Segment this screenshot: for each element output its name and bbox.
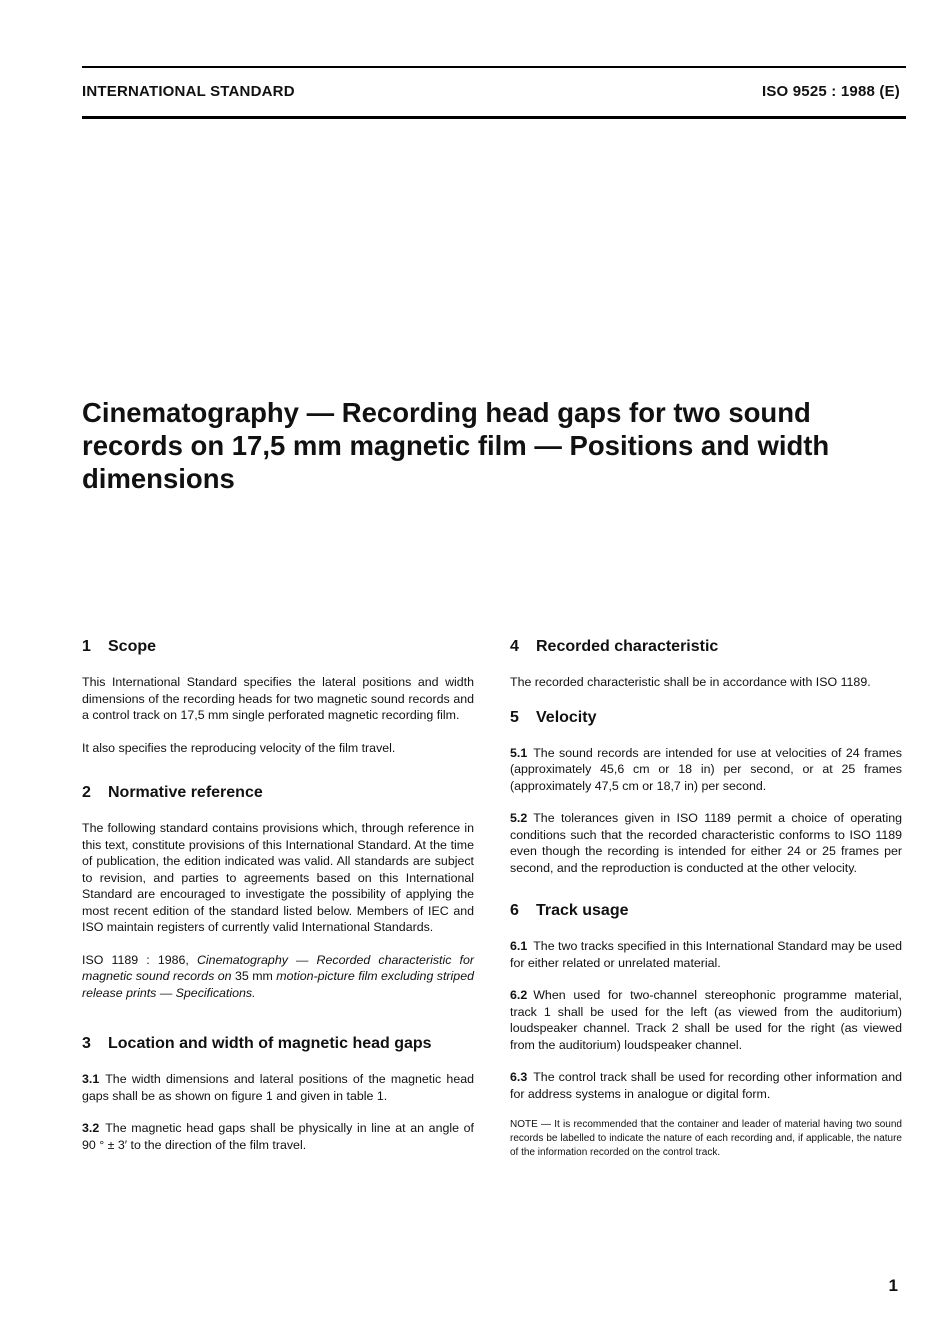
paragraph: The recorded characteristic shall be in accordance with ISO 1189. bbox=[510, 675, 871, 689]
section-number: 5 bbox=[510, 708, 519, 726]
clause-number: 6.2 bbox=[510, 988, 528, 1002]
clause-number: 3.2 bbox=[82, 1121, 100, 1135]
reference-title-part: motion-picture film excluding striped release prints — Specifications. bbox=[82, 969, 474, 1000]
section-track-usage bbox=[510, 902, 902, 1160]
section-location-width bbox=[82, 1035, 474, 1153]
reference-number: ISO 1189 : 1986, bbox=[82, 952, 197, 967]
header-top-rule bbox=[82, 66, 906, 68]
note: NOTE — It is recommended that the container and leader of material having two sound records be labelled to indicate the nature of each recording and, if applicable, the nature of the information recorded on the control track. bbox=[510, 1119, 902, 1158]
section-recorded-characteristic bbox=[510, 638, 902, 691]
paragraph: The following standard contains provisions which, through reference in this text, constitute provisions of this International Standard. At the time of publication, the edition indicated was valid. All standards are subject to revision, and parties to agreements based on this International Standard are encouraged to investigate the possibility of applying the most recent edition of the standard listed below. Members of IEC and ISO maintain registers of currently valid International Standards. bbox=[82, 821, 474, 934]
section-title: Recorded characteristic bbox=[536, 638, 719, 655]
document-title: Cinematography — Recording head gaps for two sound records on 17,5 mm magnetic film — Positions and width dimensions bbox=[82, 397, 830, 494]
clause-paragraph bbox=[510, 745, 902, 795]
clause-paragraph bbox=[510, 810, 902, 876]
clause-number: 6.3 bbox=[510, 1070, 528, 1084]
section-number: 2 bbox=[82, 784, 91, 801]
section-velocity bbox=[510, 709, 902, 877]
clause-text: When used for two-channel stereophonic programme material, track 1 shall be used for the left (as viewed from the auditorium) loudspeaker channel. Track 2 shall be used for the right (as viewed from the auditorium) loudspeaker channel. bbox=[510, 988, 902, 1052]
clause-number: 6.1 bbox=[510, 939, 528, 953]
section-title: Velocity bbox=[536, 708, 597, 726]
clause-text: The control track shall be used for recording other information and for address systems in analogue or digital form. bbox=[510, 1070, 902, 1101]
clause-text: The width dimensions and lateral positions of the magnetic head gaps shall be as shown on figure 1 and given in table 1. bbox=[82, 1072, 474, 1103]
section-heading bbox=[510, 902, 902, 920]
page-number: 1 bbox=[888, 1276, 898, 1295]
section-heading bbox=[510, 709, 902, 727]
clause-paragraph bbox=[82, 1071, 474, 1104]
clause-text: The two tracks specified in this International Standard may be used for either related or unrelated material. bbox=[510, 939, 902, 970]
paragraph: It also specifies the reproducing velocity of the film travel. bbox=[82, 740, 396, 755]
section-title: Track usage bbox=[536, 902, 629, 919]
header-standard-number: ISO 9525 : 1988 (E) bbox=[761, 83, 900, 100]
clause-text: The magnetic head gaps shall be physically in line at an angle of 90 ° ± 3′ to the direction of the film travel. bbox=[82, 1121, 474, 1152]
header-standard-type: INTERNATIONAL STANDARD bbox=[82, 83, 295, 100]
section-heading bbox=[510, 638, 902, 656]
clause-number: 5.1 bbox=[510, 745, 528, 760]
reference-entry bbox=[82, 952, 474, 1002]
clause-text: The sound records are intended for use at velocities of 24 frames (approximately 45,6 cm or 18 in) per second, or at 25 frames (approximately 47,5 cm or 18,7 in) per second. bbox=[510, 745, 902, 793]
left-column bbox=[82, 638, 474, 1171]
section-normative-reference bbox=[82, 784, 474, 1001]
clause-paragraph bbox=[510, 1069, 902, 1102]
paragraph: This International Standard specifies the lateral positions and width dimensions of the recording heads for two magnetic sound records and a control track on 17,5 mm single perforated magnetic recording film. bbox=[82, 675, 474, 722]
section-title: Location and width of magnetic head gaps bbox=[108, 1035, 432, 1052]
clause-paragraph bbox=[82, 1120, 474, 1153]
section-number: 6 bbox=[510, 902, 519, 919]
section-heading bbox=[82, 638, 474, 656]
header-bottom-rule bbox=[82, 116, 906, 119]
clause-number: 3.1 bbox=[82, 1072, 100, 1086]
section-heading bbox=[82, 784, 474, 802]
clause-text: The tolerances given in ISO 1189 permit a choice of operating conditions such that the recorded characteristic conforms to ISO 1189 even though the recording is intended for either 24 or 25 frames per second, and the reproduction is conducted at the other velocity. bbox=[510, 811, 902, 875]
section-title: Normative reference bbox=[108, 784, 263, 801]
clause-number: 5.2 bbox=[510, 811, 528, 825]
reference-size: 35 mm bbox=[231, 969, 277, 983]
clause-paragraph bbox=[510, 987, 902, 1053]
clause-paragraph bbox=[510, 938, 902, 971]
reference-title-part: Cinematography — Recorded characteristic for magnetic sound records on bbox=[82, 952, 474, 983]
section-scope bbox=[82, 638, 474, 756]
section-number: 4 bbox=[510, 638, 519, 655]
right-column bbox=[510, 638, 902, 1178]
section-heading bbox=[82, 1035, 474, 1053]
section-number: 1 bbox=[82, 638, 91, 655]
section-title: Scope bbox=[108, 638, 157, 655]
section-number: 3 bbox=[82, 1035, 91, 1052]
